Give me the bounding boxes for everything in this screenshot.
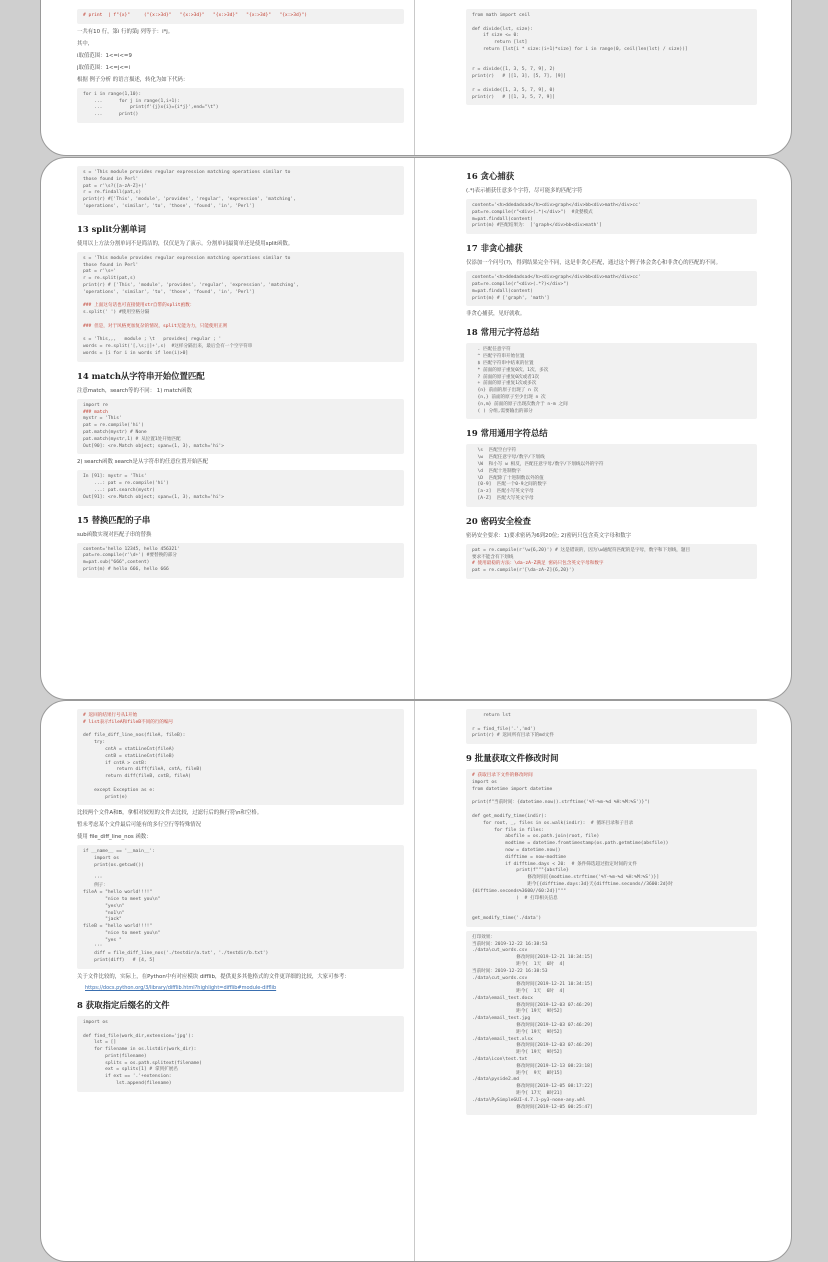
code-line: cntA = statLineCnt(fileA)	[83, 746, 175, 752]
code-line: ...: pat = re.compile('hi')	[83, 481, 169, 487]
code-line: import os	[472, 779, 497, 785]
code-line: ### match	[83, 409, 108, 415]
code-line: print(m) # hello 666, hello 666	[83, 566, 169, 572]
code-line: if difftime.days < 20: # 条件筛选超过指定时间的文件	[472, 861, 637, 867]
code-line: for root, _, files in os.walk(indir): # 循环目录和子目录	[472, 820, 634, 826]
code-line: content='<h>ddedadsad</h><div>graph</div>bb<div>math</div>cc'	[472, 203, 641, 208]
code-line: ... for j in range(1,i+1):	[83, 98, 180, 104]
code-line: 'operations', 'similar', 'to', 'those', 'found', 'in', 'Perl']	[83, 203, 255, 209]
code-line: print(r) # ['This', 'module', 'provides', 'regular', 'expression', 'matching',	[83, 282, 299, 288]
code-line: now = datetime.now()	[472, 847, 561, 853]
code-line: def file_diff_line_nos(fileA, fileB):	[83, 733, 186, 739]
document-sheet	[40, 700, 792, 1262]
code-line: get_modify_time('./data')	[472, 915, 542, 921]
code-line	[472, 902, 751, 909]
paragraph: 注意match，search等的不同： 1) match函数	[77, 387, 192, 394]
section-heading: 9 批量获取文件修改时间	[466, 753, 559, 764]
code-line: absfile = os.path.join(root, file)	[472, 834, 600, 840]
code-line: 当前时间：2019-12-22 16:38:53	[472, 941, 548, 947]
section-heading: 14 match从字符串开始位置匹配	[77, 370, 205, 381]
code-line: print(r) # [[1, 3, 5, 7, 9]]	[472, 94, 555, 100]
page-divider	[414, 0, 415, 155]
section-heading: 16 贪心捕获	[466, 171, 515, 181]
code-line: In [91]: mystr = 'This'	[83, 474, 147, 480]
code-line	[472, 54, 751, 61]
code-line: s = 'This module provides regular expression matching operations similar to	[83, 170, 291, 175]
code-line: 修改时间[2019-12-03 07:46:29]	[472, 1043, 593, 1049]
code-line: except Exception as e:	[83, 787, 155, 793]
code-line: return lst	[472, 713, 511, 718]
code-line: 要求不能含有下划线	[472, 554, 514, 560]
code-line: ./data\email_test.jpg	[472, 1016, 531, 1022]
code-line: lst.append(filename)	[83, 1081, 172, 1087]
code-line: pat = r'\s+'	[83, 269, 117, 275]
code-line: 修改时间[2019-12-21 10:34:15]	[472, 982, 593, 988]
code-block	[466, 271, 757, 306]
code-line: print(e)	[83, 794, 128, 800]
code-line: [0-9] 匹配一个0-9之间的数字	[472, 482, 547, 488]
code-line: 距今[ 19天 9时52]	[472, 1009, 563, 1015]
paragraph: 使用以上方法分割单词不是简洁的，仅仅是为了演示。分割单词最简单还是使用split函数。	[77, 240, 294, 247]
code-line: 'operations', 'similar', 'to', 'those', 'found', 'in', 'Perl']	[83, 289, 255, 295]
section-heading: 20 密码安全检查	[466, 515, 531, 526]
code-line: ./data\email_test.docx	[472, 995, 533, 1001]
code-line: ./data\cut_words.csv	[472, 948, 528, 954]
code-line: "nice to meet you\n"	[83, 930, 161, 936]
code-line: ext = splits[1] # 拿到扩展名	[83, 1067, 178, 1073]
code-line: {difftime.seconds%3600//60:2d}]"""	[472, 888, 567, 894]
code-line	[472, 20, 751, 27]
code-line: Out[90]: <re.Match object; span=(1, 3), match='hi'>	[83, 443, 225, 449]
code-line: print(filename)	[83, 1053, 147, 1059]
code-line: ### 上面这句话也可直接使用str自带的split函数：	[83, 303, 195, 309]
code-line: 距今[ 1天 6时 4]	[472, 989, 566, 995]
code-line: if ext == '.'+extension:	[83, 1074, 172, 1080]
code-line: if size <= 0:	[472, 33, 520, 39]
paragraph: 2) search函数 search是从字符串的任意位置开始匹配	[77, 459, 209, 466]
code-line: pat = r'\s?([a-zA-Z]+)'	[83, 183, 147, 189]
code-line: import re	[83, 402, 108, 408]
code-line: 距今[{difftime.days:3d}天{difftime.seconds//3600:2d}时	[472, 881, 673, 887]
code-line: s = 'This,,, module ; \t provides| regular ; '	[83, 337, 222, 343]
code-line: # 获取目录下文件的修改时间	[472, 773, 533, 779]
code-line: ( ) 分组,需要输出的部分	[472, 408, 533, 414]
left-page	[77, 701, 404, 1261]
code-line: [a-z] 匹配小写英文字母	[472, 489, 534, 495]
code-line: "no1\n"	[83, 910, 125, 916]
paragraph: i取值范围：1<=i<=9	[77, 52, 132, 59]
code-line: those found in Perl'	[83, 176, 139, 182]
code-line: r = divide([1, 3, 5, 7, 9], 0)	[472, 87, 555, 93]
code-line: pat=re.compile(r"<div>(.*)</div>") #贪婪模式	[472, 209, 593, 215]
section-heading: 8 获取指定后缀名的文件	[77, 999, 170, 1010]
code-line: for i in range(1,10):	[83, 91, 142, 97]
code-line: {n} 前面的原子出现了 n 次	[472, 388, 539, 394]
code-line: print(os.getcwd())	[83, 862, 144, 868]
paragraph: 仅添加一个问号(?)，得到结果完全不同，这是非贪心匹配，通过这个例子体会贪心和非贪心的匹配的不同。	[466, 260, 722, 267]
code-line: ? 前面的原子重复0次或者1次	[472, 374, 540, 380]
code-line: content='hello 12345, hello 456321'	[83, 546, 180, 552]
code-line: \d 匹配十进制数字	[472, 468, 521, 474]
code-line: ### 但是，对于风格更加复杂的情况，split无能为力，只能使用正则	[83, 323, 228, 329]
code-line: "yes\n"	[83, 903, 125, 909]
code-line: pat.match(mystr,1) # 从位置1处开始匹配	[83, 436, 181, 442]
code-block	[466, 199, 757, 234]
paragraph: sub函数实现对匹配子串的替换	[77, 531, 152, 538]
code-block	[77, 543, 404, 578]
code-block	[77, 399, 404, 455]
paragraph: 根据 例子分析 的语言描述，转化为如下代码：	[77, 76, 189, 83]
code-line: r = re.findall(pat,s)	[83, 190, 142, 196]
code-line: m=pat.findall(content)	[472, 216, 533, 222]
code-line: ) # 打印相关信息	[472, 895, 558, 901]
code-line: 距今[ 1天 6时 4]	[472, 961, 566, 967]
code-line: s = 'This module provides regular expression matching operations similar to	[83, 255, 291, 261]
code-line: 修改时间[{modtime.strftime('%Y-%m-%d %H:%M:%S')}]	[472, 875, 660, 881]
paragraph: (.*)表示捕获任意多个字符，尽可能多的匹配字符	[466, 188, 583, 194]
section-heading: 17 非贪心捕获	[466, 243, 523, 254]
code-line: Out[91]: <re.Match object; span=(1, 3), match='hi'>	[83, 494, 225, 500]
code-line: # 使用最稳的方法：\da-zA-Z满足 密码只包含英文字母和数字	[472, 561, 604, 567]
code-block	[77, 166, 404, 215]
reference-link[interactable]: https://docs.python.org/3/library/difflib.html?highlight=difflib#module-difflib	[85, 984, 277, 991]
code-line: ... print(f'{j}x{i}={i*j}',end="\t")	[83, 105, 219, 111]
section-heading: 15 替换匹配的子串	[77, 514, 151, 525]
code-block	[77, 88, 404, 123]
code-line: modtime = datetime.fromtimestamp(os.path.getmtime(absfile))	[472, 841, 669, 847]
code-line: splits = os.path.splitext(filename)	[83, 1060, 202, 1066]
code-line: pat = re.compile(r'[\da-zA-Z]{6,20}')	[472, 568, 575, 574]
paragraph: 其中,	[77, 40, 90, 47]
code-line: '''	[83, 876, 103, 882]
code-line: def divide(lst, size):	[472, 26, 533, 32]
code-line: ./data\PySimpleGUI-4.7.1-py3-none-any.whl	[472, 1097, 586, 1103]
code-line: 打印效果：	[472, 934, 495, 940]
code-line: r = divide([1, 3, 5, 7, 9], 2)	[472, 67, 555, 73]
code-line: ./data\icon\test.txt	[472, 1057, 528, 1063]
code-line: return diff(fileA, cntA, fileB)	[83, 767, 202, 773]
code-line	[472, 807, 751, 814]
code-line	[83, 1027, 398, 1034]
code-line: print(m) #匹配结果为： ['graph</div>bb<div>math']	[472, 223, 602, 229]
code-block	[466, 709, 757, 744]
code-line: return diff(fileB, cntB, fileA)	[83, 774, 191, 780]
code-line: \W 和小写 w 相反，匹配任意字母/数字/下划线以外的字符	[472, 461, 604, 467]
code-line: for filename in os.listdir(work_dir):	[83, 1047, 197, 1053]
page-divider	[414, 701, 415, 1261]
code-line: pat.match(mystr) # None	[83, 429, 147, 435]
code-line: def find_file(work_dir,extension='jpg'):	[83, 1033, 194, 1039]
code-line: from datetime import datetime	[472, 786, 553, 792]
right-page	[466, 0, 757, 155]
code-line	[83, 317, 398, 324]
code-line: * 前面的原子重复0次、1次、多次	[472, 367, 549, 373]
code-line: lst = []	[83, 1040, 117, 1046]
code-line	[472, 720, 751, 727]
section-heading: 19 常用通用字符总结	[466, 428, 548, 439]
code-line: if __name__ == '__main__':	[83, 849, 155, 855]
code-line: r = find_file('.','md')	[472, 726, 536, 732]
code-block	[466, 931, 757, 1116]
code-block	[466, 769, 757, 927]
code-line: # list表示fileA和fileB不同的行的编号	[83, 719, 174, 725]
code-line: import os	[83, 856, 119, 862]
code-line: ...: pat.search(mystr)	[83, 487, 155, 493]
code-line: if cntA > cntB:	[83, 760, 147, 766]
paragraph: 使用 file_diff_line_nos 函数：	[77, 834, 152, 841]
code-line: 修改时间[2019-12-13 08:23:18]	[472, 1063, 593, 1069]
code-block	[466, 9, 757, 105]
code-line: 修改时间[2019-12-05 00:25:47]	[472, 1104, 593, 1110]
code-line: \w 匹配任意字母/数字/下划线	[472, 455, 545, 461]
code-line: 距今[ 9天 8时15]	[472, 1070, 563, 1076]
paragraph: 暂未考虑某个文件最后可能有的多行空行等特殊情况	[77, 822, 201, 829]
code-line: those found in Perl'	[83, 262, 139, 268]
code-line: {n,m} 前面的原子出现次数介于 n-m 之间	[472, 401, 568, 407]
code-line: ./data\pyside2.md	[472, 1077, 520, 1083]
paragraph: 比较两个文件A和B，拿相对较短的文件去比较，过滤行后的换行符\n和空格。	[77, 810, 263, 817]
code-line: s.split(' ') #使用空格分隔	[83, 310, 150, 316]
left-page	[77, 158, 404, 699]
code-line: ... print()	[83, 112, 139, 118]
page-divider	[414, 158, 415, 699]
code-line: print(r) # [[1, 3], [5, 7], [9]]	[472, 74, 567, 80]
code-line: 修改时间[2019-12-05 08:17:22]	[472, 1084, 593, 1090]
code-line: "jack"	[83, 917, 122, 923]
code-line: ^ 匹配字符串开始位置	[472, 354, 525, 360]
code-line: print(f"""{absfile}	[472, 868, 569, 874]
code-line: . 匹配任意字符	[472, 347, 511, 353]
code-line: 修改时间[2019-12-03 07:46:29]	[472, 1023, 593, 1029]
code-line: return [lst]	[472, 40, 528, 46]
code-line: fileA = "hello world!!!!"	[83, 890, 153, 896]
code-line: m=pat.findall(content)	[472, 288, 533, 294]
code-line: cntB = statLineCnt(fileB)	[83, 753, 175, 759]
left-page	[77, 0, 404, 155]
code-line: from math import ceil	[472, 13, 531, 18]
code-line: 当前时间：2019-12-22 16:38:53	[472, 968, 548, 974]
code-block	[77, 1016, 404, 1092]
paragraph: j取值范围：1<=j<=i	[77, 64, 130, 71]
code-line: try:	[83, 740, 106, 746]
right-page	[466, 701, 757, 1261]
code-line: ./data\email_test.xlsx	[472, 1036, 533, 1042]
code-line: 例子：	[83, 883, 108, 889]
code-block	[466, 544, 757, 579]
code-line: def get_modify_time(indir):	[472, 813, 547, 819]
code-line: print(f"当前时间：{datetime.now().strftime('%Y-%m-%d %H:%M:%S')}")	[472, 800, 650, 806]
code-line: \s 匹配空白字符	[472, 448, 517, 454]
code-line: pat = re.compile(r'\w{6,20}') # 这是错误的，因为\w通配符匹配的是字母，数字和下划线，题目	[472, 547, 691, 553]
code-line: r = re.split(pat,s)	[83, 276, 136, 282]
code-line	[83, 781, 398, 788]
paragraph: 一共有10 行，第i 行的第j 列等于：i*j。	[77, 28, 174, 35]
paragraph: 密码安全要求：1)要求密码为6到20位; 2)密码只包含英文字母和数字	[466, 532, 632, 539]
code-line: 距今[ 19天 9时52]	[472, 1050, 563, 1056]
code-line: fileB = "hello world!!!!"	[83, 924, 153, 930]
document-sheet	[40, 157, 792, 700]
code-line: + 前面的原子重复1次或多次	[472, 381, 537, 387]
code-line	[472, 909, 751, 916]
code-line: "yes "	[83, 937, 122, 943]
code-line: \D 匹配除了十进制数以外的值	[472, 475, 544, 481]
paragraph: 关于文件比较的，实际上，在Python中有对应模块 difflib，提供更多其他格式的文件更详细的比较，大家可参考：	[77, 973, 350, 980]
section-heading: 18 常用元字符总结	[466, 327, 540, 338]
code-line: '''	[83, 944, 103, 950]
document-sheet	[40, 0, 792, 156]
code-line: difftime = now-modtime	[472, 854, 567, 860]
code-line: [A-Z] 匹配大写英文字母	[472, 495, 534, 501]
code-line	[83, 870, 398, 877]
code-line: pat = re.compile('hi')	[83, 423, 144, 429]
code-line: $ 匹配字符串中结束的位置	[472, 360, 534, 366]
code-line	[472, 81, 751, 88]
code-line: words = [i for i in words if len(i)>0]	[83, 350, 189, 356]
code-block	[77, 9, 404, 24]
code-line: for file in files:	[472, 827, 544, 833]
code-line: {n,} 前面的原子至少出现 n 次	[472, 394, 546, 400]
code-line: print(m) # ['graph', 'math']	[472, 295, 550, 301]
paragraph: 非贪心捕获，见好就收。	[466, 311, 526, 318]
code-line: content='<h>ddedadsad</h><div>graph</div>bb<div>math</div>cc'	[472, 275, 641, 281]
code-block	[466, 444, 757, 506]
code-line: pat=re.compile(r'\d+') #要替换的部分	[83, 553, 177, 559]
code-line: 距今[ 17天 8时21]	[472, 1091, 563, 1097]
code-line: print(r) # 返回所有目录下的md文件	[472, 733, 554, 739]
section-heading: 13 split分割单词	[77, 223, 146, 234]
code-line: # 返回的结果行号从1开始	[83, 713, 138, 718]
code-line: mystr = 'This'	[83, 416, 122, 422]
code-block	[77, 709, 404, 805]
code-line: 距今[ 19天 9时52]	[472, 1029, 563, 1035]
code-block	[466, 343, 757, 419]
code-line: ./data\cut_words.csv	[472, 975, 528, 981]
code-line: import os	[83, 1019, 108, 1025]
right-page	[466, 158, 757, 699]
code-line: 修改时间[2019-12-21 10:34:15]	[472, 955, 593, 961]
code-block	[77, 252, 404, 362]
code-line: "nice to meet you\n"	[83, 896, 161, 902]
code-line: return [lst[i * size:(i+1)*size] for i in range(0, ceil(len(lst) / size))]	[472, 46, 688, 52]
code-block	[77, 470, 404, 505]
code-line: 修改时间[2019-12-03 07:46:29]	[472, 1002, 593, 1008]
code-line: print(r) #['This', 'module', 'provides', 'regular', 'expression', 'matching',	[83, 197, 296, 203]
code-line: words = re.split('[,\s;|]+',s) #这样分隔出来，最后会有一个空字符串	[83, 344, 253, 350]
code-line: diff = file_diff_line_nos('./testdir/a.txt', './testdir/b.txt')	[83, 951, 269, 957]
code-line: pat=re.compile(r"<div>(.*?)</div>")	[472, 281, 569, 287]
code-block	[77, 845, 404, 969]
code-line: print(diff) # [4, 5]	[83, 958, 155, 964]
code-line: m=pat.sub("666",content)	[83, 560, 150, 566]
code-line: # print | f"{x}" ("{x:>3d}" "{x:>3d}" "{x:>3d}" "{x:>3d}" "{x:>3d}")	[83, 13, 308, 18]
